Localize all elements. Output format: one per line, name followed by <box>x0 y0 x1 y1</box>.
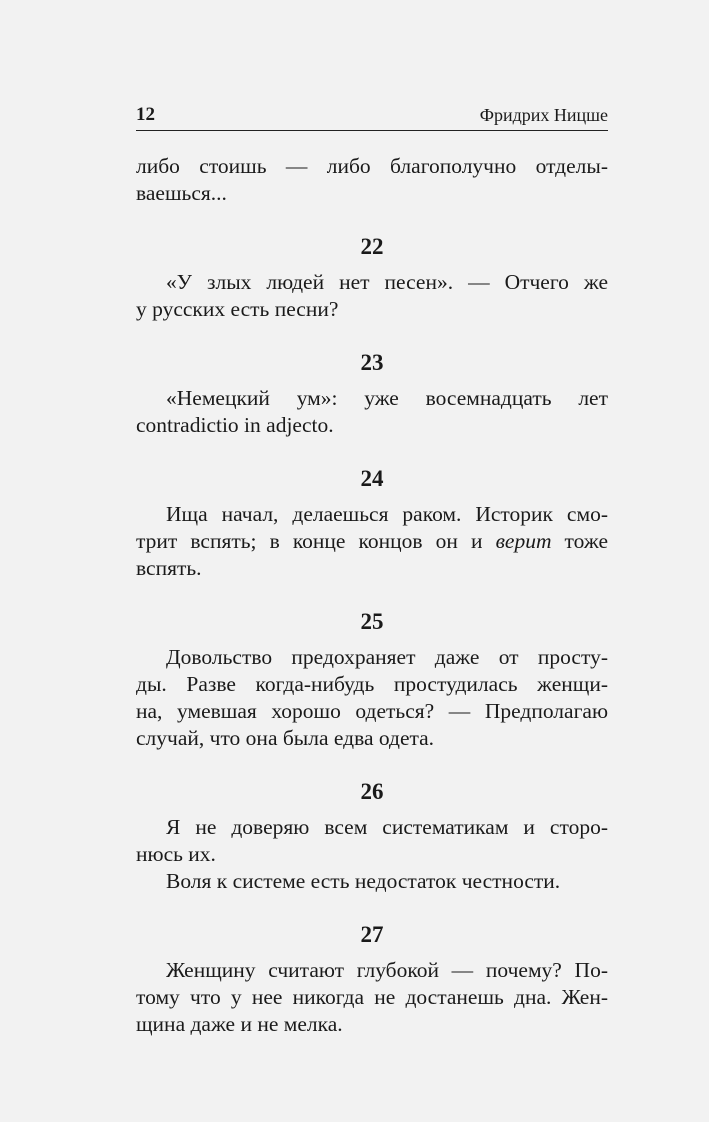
aphorism-paragraph <box>136 385 608 439</box>
text-line: Воля к системе есть недостаток честности. <box>166 869 561 893</box>
page-content <box>136 153 608 1038</box>
section-number: 22 <box>360 234 384 259</box>
text-line: на, умевшая хорошо одеться? — Предполагаю <box>136 699 608 723</box>
text-run: тоже <box>551 529 608 553</box>
aphorism-paragraph <box>136 868 608 895</box>
section-number: 27 <box>360 922 384 947</box>
text-line: нюсь их. <box>136 842 216 866</box>
text-line: либо стоишь — либо благополучно отделы- <box>136 154 608 178</box>
text-line: вспять. <box>136 556 202 580</box>
aphorism-paragraph <box>136 814 608 868</box>
text-line: щина даже и не мелка. <box>136 1012 343 1036</box>
text-line: случай, что она была едва одета. <box>136 726 435 750</box>
page-number: 12 <box>136 104 155 125</box>
text-line-mixed <box>136 528 608 555</box>
italic-word: верит <box>495 529 552 553</box>
text-line: ды. Разве когда-нибудь простудилась женщи- <box>136 672 608 696</box>
text-line: Я не доверяю всем систематикам и сторо- <box>166 815 608 839</box>
intro-paragraph <box>136 153 608 207</box>
text-line: у русских есть песни? <box>136 297 339 321</box>
section-number: 23 <box>360 350 384 375</box>
aphorism-paragraph <box>136 501 608 582</box>
section-number: 25 <box>360 609 384 634</box>
section-number: 24 <box>360 466 384 491</box>
aphorism-paragraph <box>136 269 608 323</box>
text-line: Женщину считают глубокой — почему? По- <box>166 958 608 982</box>
running-head: Фридрих Ницше <box>479 105 608 125</box>
text-line: «Немецкий ум»: уже восемнадцать лет <box>166 386 608 410</box>
text-line: Ища начал, делаешься раком. Историк смо- <box>166 502 608 526</box>
text-run: трит вспять; в конце концов он и <box>136 529 496 553</box>
aphorism-paragraph <box>136 957 608 1038</box>
text-line: contradictio in adjecto. <box>136 413 334 437</box>
text-line: ваешься... <box>136 181 227 205</box>
aphorism-paragraph <box>136 644 608 752</box>
text-line: тому что у нее никогда не достанешь дна. Жен- <box>136 985 608 1009</box>
text-line: Довольство предохраняет даже от просту- <box>166 645 608 669</box>
section-number: 26 <box>360 779 384 804</box>
text-line: «У злых людей нет песен». — Отчего же <box>166 270 608 294</box>
page-header <box>136 100 608 131</box>
